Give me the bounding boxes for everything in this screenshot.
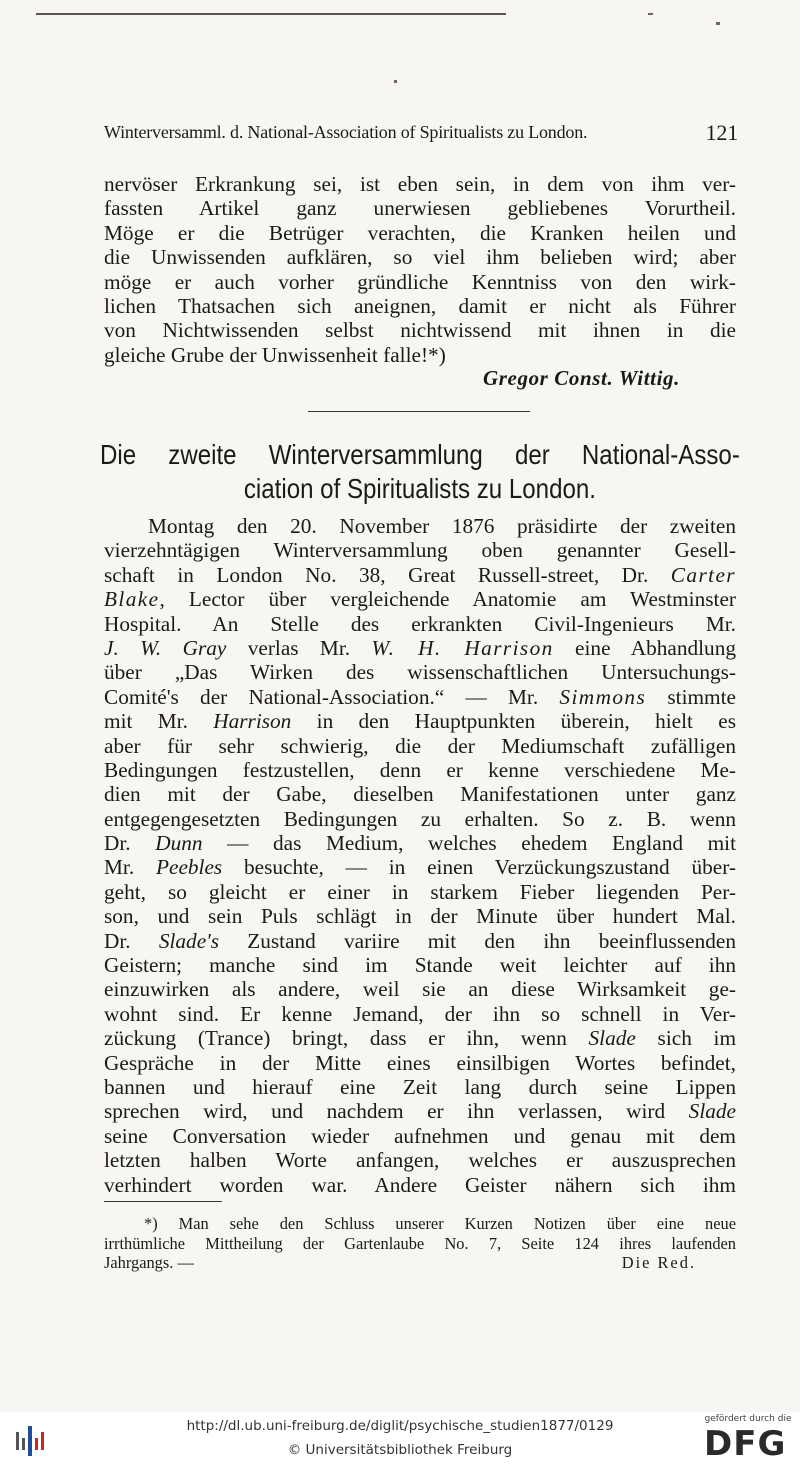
text-line <box>104 636 736 660</box>
text-line <box>104 1099 736 1123</box>
viewer-footer <box>0 1412 800 1465</box>
emphasized-name: Slade's <box>158 928 219 953</box>
text-run: einzuwirken als andere, weil sie an diese Wirksamkeit ge- <box>104 977 736 1002</box>
text-run: — das Medium, welches ehedem England mit <box>202 831 736 856</box>
text-run: verhindert worden war. Andere Geister nähern sich ihm <box>104 1172 736 1197</box>
text-line <box>104 953 736 977</box>
text-line <box>104 1148 736 1172</box>
text-run: verlas Mr. <box>226 635 372 660</box>
text-run: Montag den 20. November 1876 präsidirte der zweiten <box>148 514 736 538</box>
text-run: Gespräche in der Mitte eines einsilbigen Wortes befindet, <box>104 1050 736 1075</box>
text-line <box>104 855 736 879</box>
text-run: Bedingungen festzustellen, denn er kenne verschiedene Me- <box>104 757 736 782</box>
text-line <box>104 1124 736 1148</box>
permalink-url[interactable]: http://dl.ub.uni-freiburg.de/diglit/psychische_studien1877/0129 <box>186 1418 614 1434</box>
text-line <box>104 660 736 684</box>
text-line <box>104 294 736 318</box>
emphasized-name: Dunn <box>155 831 203 856</box>
text-line <box>104 1075 736 1099</box>
text-line <box>104 172 736 196</box>
running-head-title: Winterversamml. d. National-Association of Spiritualists zu London. <box>104 122 588 142</box>
text-run: son, und sein Puls schlägt in der Minute über hundert Mal. <box>104 904 736 929</box>
text-run: in den Hauptpunkten überein, hielt es <box>291 709 736 734</box>
footnote <box>104 1214 736 1273</box>
page-number: 121 <box>705 120 738 145</box>
text-run: nervöser Erkrankung sei, ist eben sein, in dem von ihm ver- <box>104 172 736 196</box>
text-run: lichen Thatsachen sich aneignen, damit er nicht als Führer <box>104 293 736 318</box>
text-line <box>104 904 736 928</box>
dfg-tagline: gefördert durch die <box>704 1414 792 1424</box>
text-line <box>104 343 736 367</box>
closing-paragraph <box>104 172 736 367</box>
emphasized-name: Slade <box>688 1099 736 1124</box>
copyright-notice: © Universitätsbibliothek Freiburg <box>287 1442 513 1458</box>
text-line <box>104 734 736 758</box>
dfg-wordmark: DFG <box>704 1424 787 1464</box>
text-run: vierzehntägigen Winterversammlung oben genannter Gesell- <box>104 538 736 563</box>
text-line <box>104 880 736 904</box>
text-run: stimmte <box>646 684 736 709</box>
text-line <box>104 782 736 806</box>
text-line <box>104 612 736 636</box>
text-line <box>104 709 736 733</box>
text-run: möge er auch vorher gründliche Kenntniss von den wirk- <box>104 269 736 294</box>
text-run: die Unwissenden aufklären, so viel ihm belieben wird; aber <box>104 245 736 270</box>
text-run: , Lector über vergleichende Anatomie am Westminster <box>159 587 736 612</box>
text-line <box>104 538 736 562</box>
text-line <box>104 1173 736 1197</box>
section-separator <box>308 411 530 412</box>
text-run: entgegengesetzten Bedingungen zu erhalten. So z. B. wenn <box>104 806 736 831</box>
emphasized-name: Simmons <box>559 684 647 709</box>
text-run: Möge er die Betrüger verachten, die Kranken heilen und <box>104 220 736 245</box>
text-run: wohnt sind. Er kenne Jemand, der ihn so schnell in Ver- <box>104 1001 736 1026</box>
text-line <box>104 929 736 953</box>
text-line <box>104 221 736 245</box>
dfg-logo-icon[interactable] <box>700 1414 796 1464</box>
text-run: sprechen wird, und nachdem er ihn verlassen, wird <box>104 1099 689 1124</box>
text-run: letzten halben Worte anfangen, welches er auszusprechen <box>104 1148 736 1173</box>
running-head <box>104 120 740 146</box>
emphasized-name: J. W. Gray <box>104 635 227 660</box>
text-line <box>104 758 736 782</box>
emphasized-name: Carter <box>670 562 736 587</box>
footnote-line: *) Man sehe den Schluss unserer Kurzen Notizen über eine neue <box>144 1214 736 1233</box>
footnote-line-left: Jahrgangs. — <box>104 1253 194 1272</box>
editor-signature: Die Red. <box>621 1253 696 1272</box>
footnote-line <box>104 1253 736 1273</box>
text-run: Geistern; manche sind im Stande weit leichter auf ihn <box>104 953 736 978</box>
text-run: über „Das Wirken des wissenschaftlichen Untersuchungs- <box>104 660 736 685</box>
emphasized-name: Harrison <box>213 709 292 734</box>
emphasized-name: W. H. Harrison <box>371 635 554 660</box>
text-run: Comité's der National-Association.“ — Mr. <box>104 684 560 709</box>
text-run: besuchte, — in einen Verzückungszustand über- <box>222 855 736 880</box>
article-heading-line-1: Die zweite Winterversammlung der National-Asso- <box>100 439 740 470</box>
text-run: bannen und hierauf eine Zeit lang durch seine Lippen <box>104 1074 736 1099</box>
text-run: geht, so gleicht er einer in starkem Fieber liegenden Per- <box>104 879 736 904</box>
author-signature: Gregor Const. Wittig. <box>483 366 680 390</box>
text-run: zückung (Trance) bringt, dass er ihn, wenn <box>104 1026 589 1051</box>
text-line <box>104 1051 736 1075</box>
text-run: dien mit der Gabe, dieselben Manifestationen unter ganz <box>104 782 736 807</box>
text-line <box>104 1002 736 1026</box>
text-run: von Nichtwissenden selbst nichtwissend mit ihnen in die <box>104 318 736 343</box>
text-run: Mr. <box>104 855 156 880</box>
text-line <box>104 514 736 538</box>
text-run: Dr. <box>104 831 156 856</box>
text-line <box>104 831 736 855</box>
top-edge-rule <box>36 13 506 15</box>
text-run: Dr. <box>104 928 159 953</box>
text-line <box>104 1026 736 1050</box>
text-line <box>104 196 736 220</box>
footnote-rule <box>104 1201 222 1202</box>
text-line <box>104 245 736 269</box>
text-run: mit Mr. <box>104 709 214 734</box>
text-line <box>104 977 736 1001</box>
scan-speck <box>648 13 653 15</box>
scan-speck <box>394 80 397 83</box>
text-line <box>104 587 736 611</box>
footnote-line: irrthümliche Mittheilung der Gartenlaube No. 7, Seite 124 ihres laufenden <box>104 1233 736 1253</box>
text-line <box>104 685 736 709</box>
text-run: Hospital. An Stelle des erkrankten Civil-Ingenieurs Mr. <box>104 611 736 636</box>
text-run: schaft in London No. 38, Great Russell-street, Dr. <box>104 562 671 587</box>
article-heading-line-2: ciation of Spiritualists zu London. <box>243 473 596 504</box>
article-heading <box>100 438 740 506</box>
emphasized-name: Slade <box>588 1026 636 1051</box>
scan-speck <box>716 22 720 25</box>
text-run: eine Abhandlung <box>553 635 736 660</box>
text-run: gleiche Grube der Unwissenheit falle!*) <box>104 342 446 367</box>
emphasized-name: Blake <box>104 587 160 612</box>
text-run: aber für sehr schwierig, die der Mediumschaft zufälligen <box>104 733 736 758</box>
text-line <box>104 318 736 342</box>
article-body <box>104 514 736 1197</box>
text-line <box>104 807 736 831</box>
text-run: sich im <box>635 1026 737 1051</box>
text-line <box>104 563 736 587</box>
text-run: seine Conversation wieder aufnehmen und genau mit dem <box>104 1123 736 1148</box>
text-run: fassten Artikel ganz unerwiesen gebliebenes Vorurtheil. <box>104 196 736 221</box>
text-run: Zustand variire mit den ihn beeinflussenden <box>219 928 736 953</box>
emphasized-name: Peebles <box>155 855 223 880</box>
text-line <box>104 270 736 294</box>
